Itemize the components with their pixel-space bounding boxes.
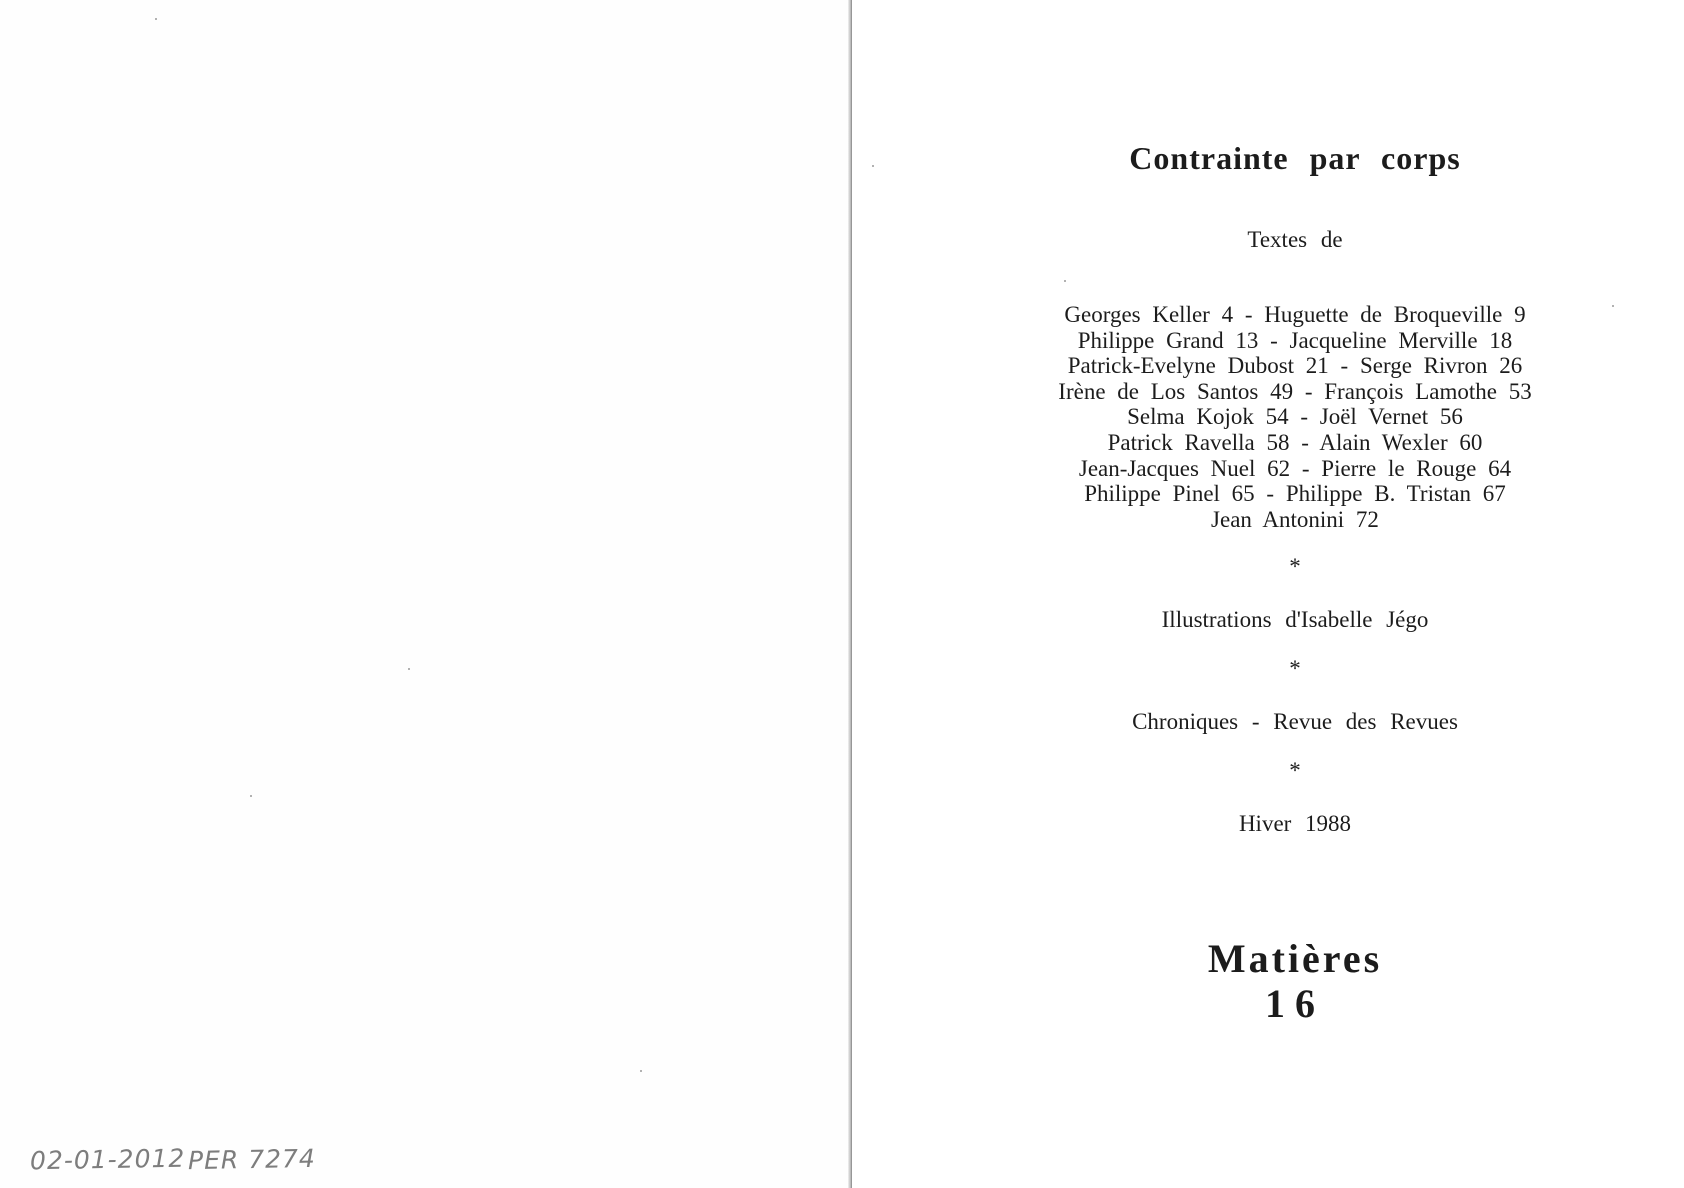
handwritten-reference-stamp: PER 7274 [187, 1143, 317, 1176]
publication-name: Matières [1207, 936, 1383, 981]
paper-speck [1612, 305, 1614, 307]
contributor-line: Philippe Pinel 65 - Philippe B. Tristan 67 [1084, 481, 1506, 507]
contributor-line: Selma Kojok 54 - Joël Vernet 56 [1127, 404, 1463, 430]
contributor-list [1010, 302, 1580, 532]
texts-by-label: Textes de [1247, 227, 1343, 252]
paper-speck [155, 18, 157, 20]
paper-speck [408, 668, 410, 670]
handwritten-date-stamp: 02-01-2012 [29, 1143, 186, 1176]
paper-speck [1064, 280, 1066, 282]
contributor-line: Jean-Jacques Nuel 62 - Pierre le Rouge 64 [1078, 455, 1512, 481]
contributor-line: Jean Antonini 72 [1211, 506, 1379, 532]
paper-speck [250, 795, 252, 797]
asterisk-separator: * [1289, 656, 1301, 681]
contributor-line: Georges Keller 4 - Huguette de Broqueville 9 [1064, 302, 1526, 327]
issue-number: 16 [1265, 981, 1325, 1026]
paper-speck [872, 165, 874, 167]
season-year: Hiver 1988 [1238, 811, 1352, 836]
contributor-line: Patrick Ravella 58 - Alain Wexler 60 [1107, 429, 1483, 455]
chronicles-line: Chroniques - Revue des Revues [1132, 709, 1458, 734]
contributor-line: Philippe Grand 13 - Jacqueline Merville 18 [1077, 327, 1513, 353]
contributor-line: Irène de Los Santos 49 - François Lamothe 53 [1058, 378, 1532, 404]
asterisk-separator: * [1289, 758, 1301, 783]
asterisk-separator: * [1289, 554, 1301, 579]
paper-speck [640, 1070, 642, 1072]
page-title: Contrainte par corps [1129, 140, 1461, 176]
contributor-line: Patrick-Evelyne Dubost 21 - Serge Rivron 26 [1067, 353, 1523, 379]
illustrations-credit: Illustrations d'Isabelle Jégo [1161, 607, 1429, 632]
